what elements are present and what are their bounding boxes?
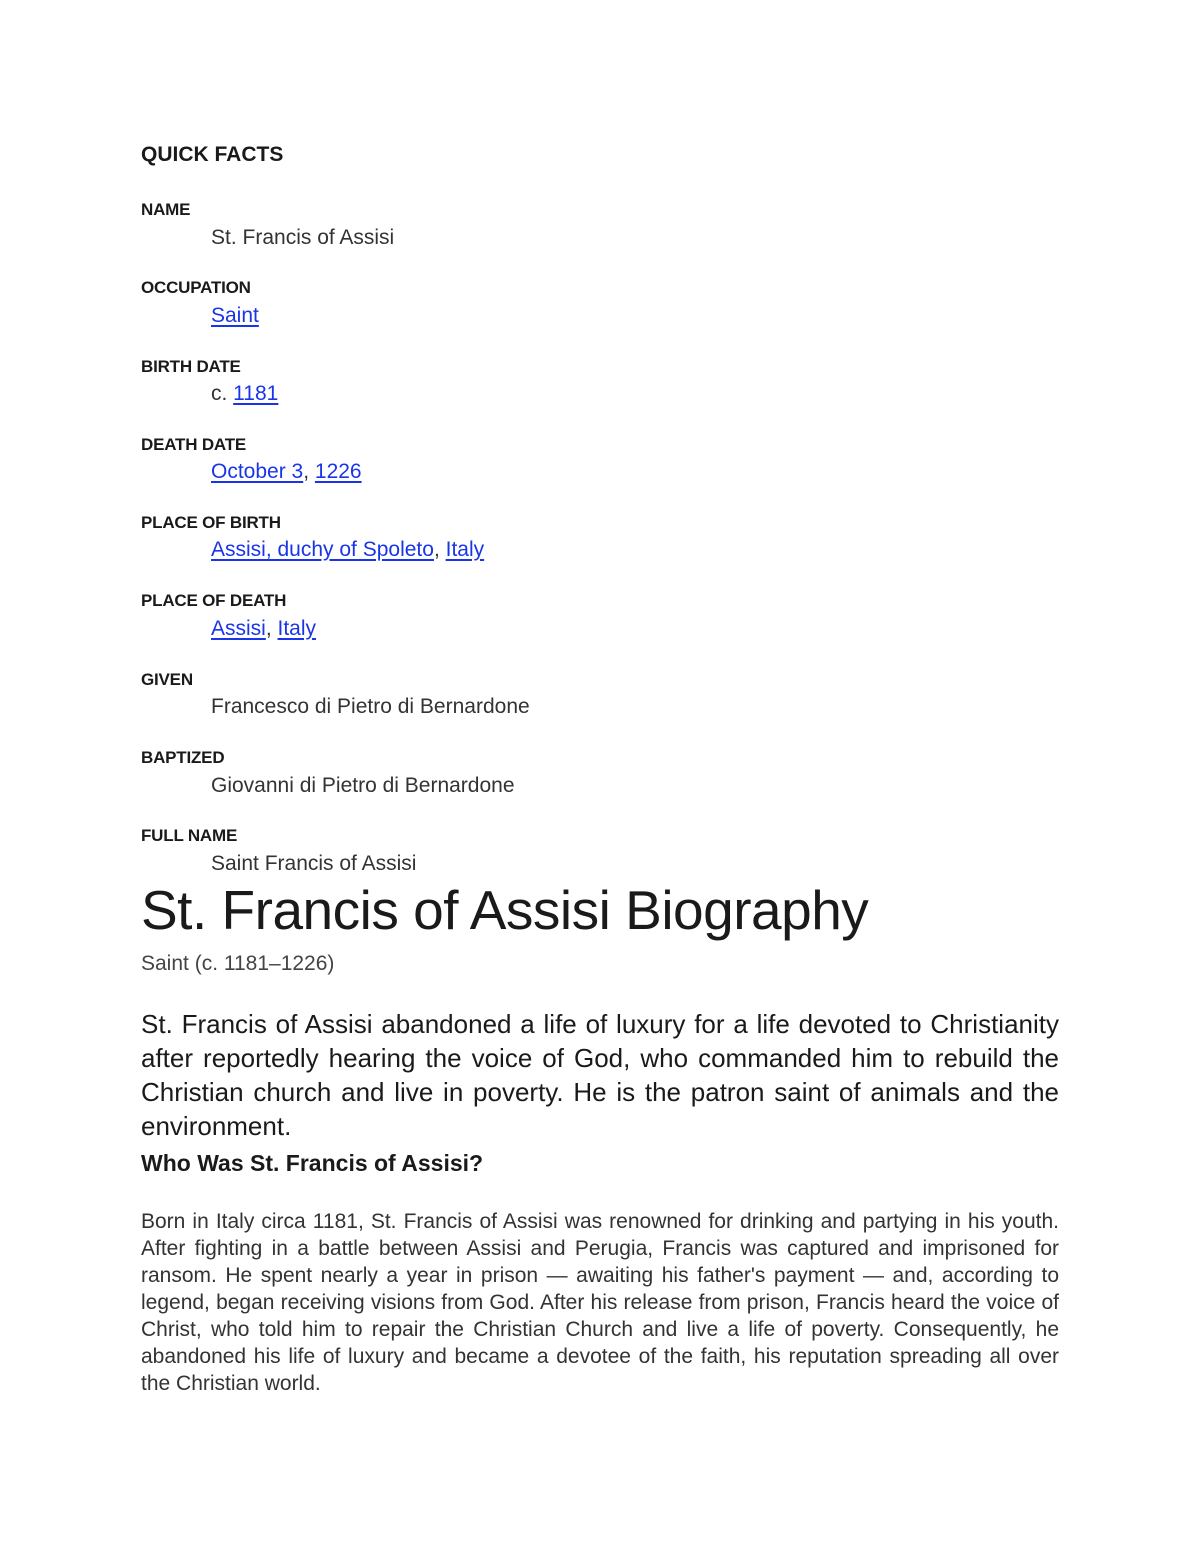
fact-value-baptized: Giovanni di Pietro di Bernardone xyxy=(211,774,515,797)
quick-facts-heading: QUICK FACTS xyxy=(141,143,284,166)
fact-label-birth-date: BIRTH DATE xyxy=(141,357,241,376)
fact-label-name: NAME xyxy=(141,200,191,219)
birth-place-separator: , xyxy=(433,538,446,561)
birth-place-link[interactable]: Assisi, duchy of Spoleto xyxy=(211,538,434,561)
fact-value-death-date xyxy=(211,460,362,484)
birth-date-prefix: c. xyxy=(211,382,234,405)
fact-label-baptized: BAPTIZED xyxy=(141,748,225,767)
fact-value-birth-date xyxy=(211,382,278,406)
birth-country-link[interactable]: Italy xyxy=(445,538,485,561)
fact-label-occupation: OCCUPATION xyxy=(141,278,251,297)
fact-label-place-of-birth: PLACE OF BIRTH xyxy=(141,513,281,532)
section-heading: Who Was St. Francis of Assisi? xyxy=(141,1150,484,1176)
fact-value-full-name: Saint Francis of Assisi xyxy=(211,852,417,875)
fact-value-place-of-birth xyxy=(211,538,484,562)
biography-title: St. Francis of Assisi Biography xyxy=(141,879,869,941)
fact-value-given: Francesco di Pietro di Bernardone xyxy=(211,695,530,718)
fact-value-occupation xyxy=(211,304,259,328)
fact-label-full-name: FULL NAME xyxy=(141,826,238,845)
death-country-link[interactable]: Italy xyxy=(277,617,317,640)
birth-year-link[interactable]: 1181 xyxy=(233,382,279,405)
occupation-link[interactable]: Saint xyxy=(211,304,259,327)
fact-label-place-of-death: PLACE OF DEATH xyxy=(141,591,287,610)
death-year-link[interactable]: 1226 xyxy=(314,460,362,483)
fact-label-given: GIVEN xyxy=(141,670,193,689)
section-body: Born in Italy circa 1181, St. Francis of Assisi was renowned for drinking and partying in his youth. After fighting in a battle between Assisi and Perugia, Francis was captured and imprisoned for ransom. He spent nearly a year in prison — awaiting his father's payment — and, according to legend, began receiving visions from God. After his release from prison, Francis heard the voice of Christ, who told him to repair the Christian Church and live a life of poverty. Consequently, he abandoned his life of luxury and became a devotee of the faith, his reputation spreading all over the Christian world. xyxy=(141,1210,1059,1395)
fact-value-name: St. Francis of Assisi xyxy=(211,226,395,249)
death-date-separator: , xyxy=(303,460,315,483)
fact-label-death-date: DEATH DATE xyxy=(141,435,247,454)
death-place-separator: , xyxy=(265,617,278,640)
fact-value-place-of-death xyxy=(211,617,316,641)
biography-subtitle: Saint (c. 1181–1226) xyxy=(141,952,335,975)
death-place-link[interactable]: Assisi xyxy=(211,617,266,640)
death-day-link[interactable]: October 3 xyxy=(211,460,304,483)
biography-summary: St. Francis of Assisi abandoned a life of luxury for a life devoted to Christianity after reportedly hearing the voice of God, who commanded him to rebuild the Christian church and live in poverty. He is the patron saint of animals and the environment. xyxy=(141,1009,1059,1141)
